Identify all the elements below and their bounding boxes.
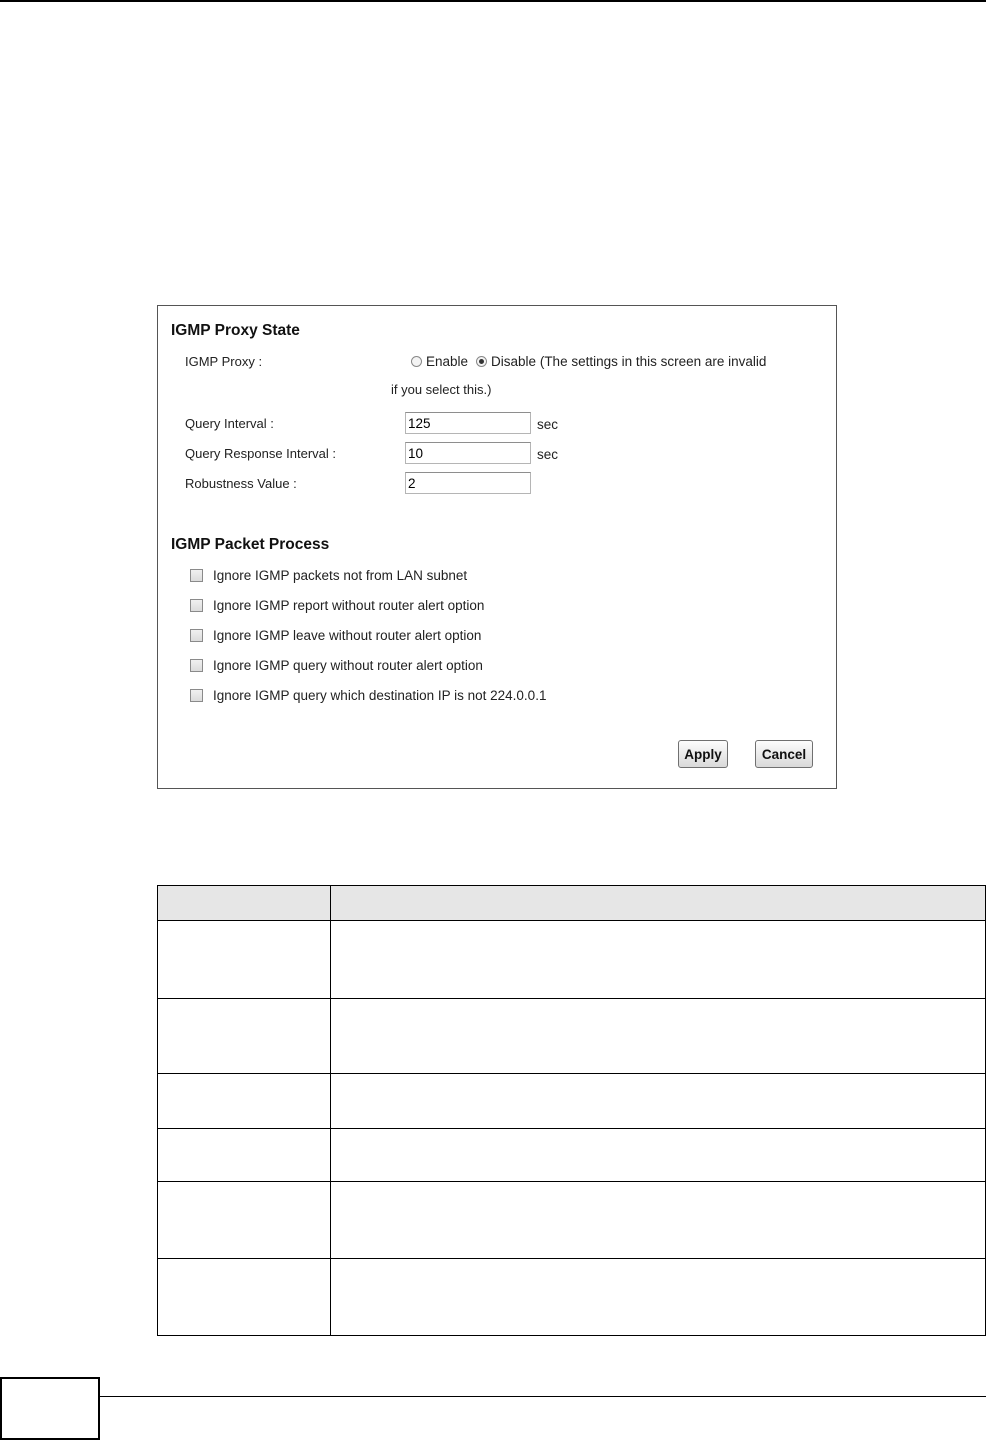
query-interval-label: Query Interval :	[185, 416, 274, 431]
table-cell	[331, 999, 986, 1074]
checkbox-label: Ignore IGMP packets not from LAN subnet	[213, 568, 468, 583]
radio-disable-label: Disable (The settings in this screen are invalid	[491, 354, 767, 369]
checkbox[interactable]	[190, 569, 203, 582]
checkbox-label: Ignore IGMP query without router alert option	[213, 658, 483, 673]
table-row	[158, 921, 986, 999]
table-cell	[158, 1074, 331, 1129]
table-row	[158, 1182, 986, 1259]
field-description-table	[157, 885, 986, 1336]
checkbox-label: Ignore IGMP query which destination IP is not 224.0.0.1	[213, 688, 547, 703]
query-response-label: Query Response Interval :	[185, 446, 337, 461]
robustness-input[interactable]	[405, 472, 531, 494]
query-interval-unit: sec	[537, 417, 559, 432]
table-cell	[158, 1182, 331, 1259]
footer-rule	[100, 1396, 986, 1397]
table-cell	[331, 1074, 986, 1129]
table-cell	[331, 1259, 986, 1336]
apply-button[interactable]: Apply	[678, 740, 728, 768]
table-header-cell	[331, 886, 986, 921]
checkbox[interactable]	[190, 629, 203, 642]
checkbox[interactable]	[190, 659, 203, 672]
radio-enable[interactable]	[411, 356, 422, 367]
table-row	[158, 1129, 986, 1182]
packet-process-title: IGMP Packet Process	[171, 536, 330, 553]
igmp-proxy-label: IGMP Proxy :	[185, 354, 263, 369]
table-cell	[158, 1129, 331, 1182]
robustness-label: Robustness Value :	[185, 476, 297, 491]
table-cell	[331, 921, 986, 999]
proxy-state-title: IGMP Proxy State	[171, 322, 300, 339]
igmp-settings-panel	[157, 305, 837, 789]
table-row	[158, 1259, 986, 1336]
checkbox-row[interactable]	[190, 568, 467, 583]
checkbox-row[interactable]	[190, 628, 481, 643]
table-cell	[158, 1259, 331, 1336]
table-row	[158, 999, 986, 1074]
table-header-row	[158, 886, 986, 921]
checkbox[interactable]	[190, 599, 203, 612]
table-cell	[331, 1182, 986, 1259]
table-row	[158, 1074, 986, 1129]
radio-enable-label: Enable	[426, 354, 469, 369]
page-number-box	[0, 1377, 100, 1440]
checkbox-row[interactable]	[190, 688, 546, 703]
checkbox-label: Ignore IGMP report without router alert option	[213, 598, 485, 613]
checkbox-row[interactable]	[190, 658, 483, 673]
checkbox-label: Ignore IGMP leave without router alert option	[213, 628, 482, 643]
table-header-cell	[158, 886, 331, 921]
query-interval-input[interactable]	[405, 412, 531, 434]
radio-disable-note: if you select this.)	[391, 382, 492, 397]
radio-disable[interactable]	[476, 356, 487, 367]
igmp-proxy-radio-group	[411, 354, 766, 369]
cancel-button[interactable]: Cancel	[755, 740, 813, 768]
checkbox-row[interactable]	[190, 598, 484, 613]
table-cell	[331, 1129, 986, 1182]
checkbox[interactable]	[190, 689, 203, 702]
query-response-unit: sec	[537, 447, 559, 462]
table-cell	[158, 921, 331, 999]
table-cell	[158, 999, 331, 1074]
query-response-input[interactable]	[405, 442, 531, 464]
header-rule	[0, 0, 986, 2]
